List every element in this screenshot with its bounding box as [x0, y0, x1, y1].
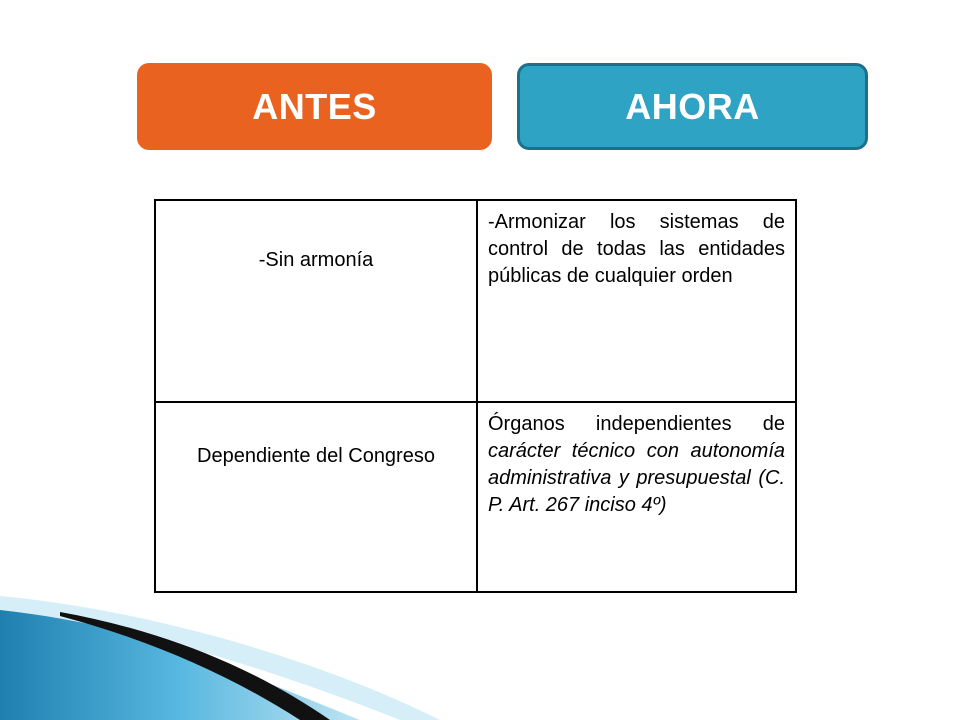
ahora-cell: [477, 200, 796, 402]
table-row: [155, 200, 796, 402]
ahora-header-label: AHORA: [625, 85, 760, 127]
antes-cell-text: -Sin armonía: [258, 249, 374, 271]
antes-cell: [155, 402, 477, 592]
antes-cell-text: Dependiente del Congreso: [197, 445, 435, 467]
ahora-header: [517, 63, 868, 150]
antes-header: [137, 63, 492, 150]
ahora-cell: [477, 402, 796, 592]
ahora-cell-text-italic: carácter técnico con autonomía administrativa y presupuestal (C. P. Art. 267 inciso 4º): [488, 440, 785, 516]
swoosh-blue-band: [0, 600, 360, 720]
antes-cell: [155, 200, 477, 402]
antes-header-label: ANTES: [252, 85, 377, 127]
comparison-table: [154, 199, 797, 593]
table-row: [155, 402, 796, 592]
ahora-cell-text-plain: Órganos independientes de: [488, 413, 785, 435]
ahora-cell-text: -Armonizar los sistemas de control de todas las entidades públicas de cualquier orden: [488, 211, 785, 287]
